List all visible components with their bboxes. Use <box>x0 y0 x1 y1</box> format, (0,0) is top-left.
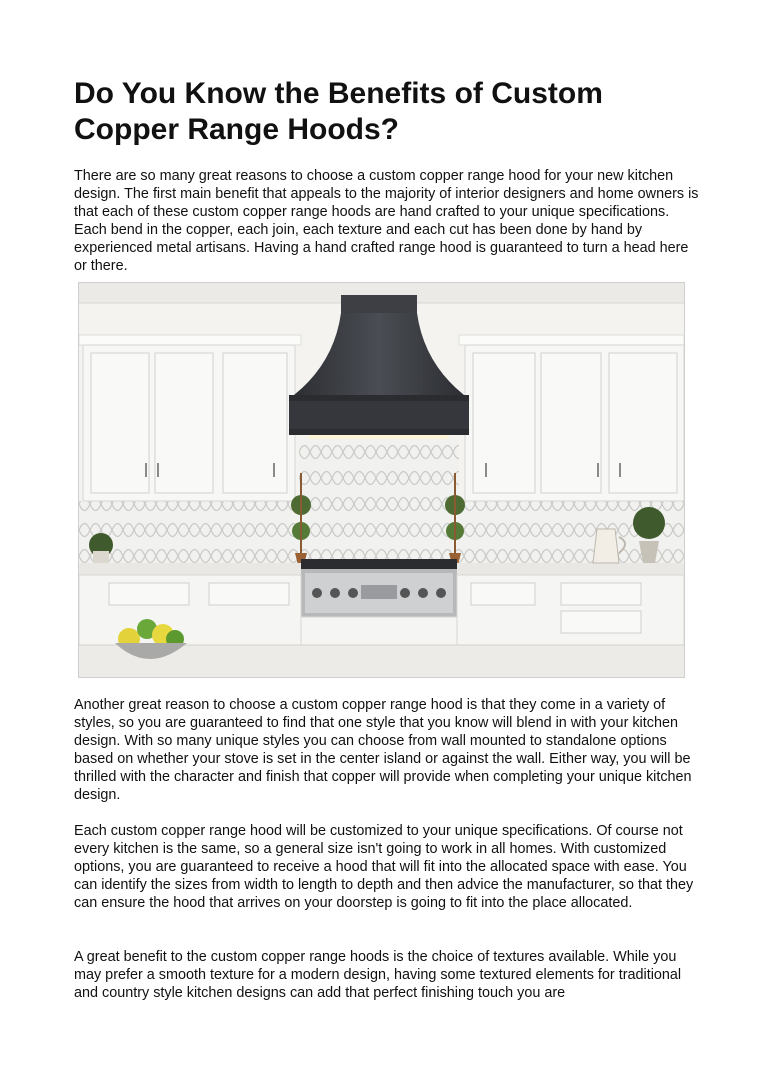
page-title: Do You Know the Benefits of Custom Copper Range Hoods? <box>74 77 603 146</box>
paragraph-textures: A great benefit to the custom copper range hoods is the choice of textures available. While you may prefer a smooth texture for a modern design, having some textured elements for traditional and country style kitchen designs can add that perfect finishing touch you are <box>74 949 682 1001</box>
range-stove <box>301 559 457 617</box>
kitchen-illustration <box>79 283 684 677</box>
upper-cabinets-left <box>79 335 301 501</box>
upper-cabinets-right <box>459 335 684 501</box>
kitchen-photo <box>78 282 685 678</box>
backsplash-center <box>299 438 459 568</box>
paragraph-intro: There are so many great reasons to choose a custom copper range hood for your new kitchen design. The first main benefit that appeals to the majority of interior designers and home owners is that each of these custom copper range hoods are hand crafted to your unique specifications. Each bend in the copper, each join, each texture and each cut has been done by hand by experienced metal artisans. Having a hand crafted range hood is guaranteed to turn a head here or there. <box>74 168 699 274</box>
paragraph-styles: Another great reason to choose a custom copper range hood is that they come in a variety of styles, so you are guaranteed to find that one style that you know will blend in with your kitchen design. With so many unique styles you can choose from wall mounted to standalone options based on whether your stove is set in the center island or against the wall. Either way, you will be thrilled with the character and finish that copper will provide when completing your unique kitchen design. <box>74 697 692 803</box>
paragraph-customization: Each custom copper range hood will be customized to your unique specifications. Of course not every kitchen is the same, so a general size isn't going to work in all homes. With customized options, you are guaranteed to receive a hood that will fit into the allocated space with ease. You can identify the sizes from width to length to depth and then advice the manufacturer, so that they can ensure the hood that arrives on your doorstep is going to fit into the place allocated. <box>74 823 694 911</box>
